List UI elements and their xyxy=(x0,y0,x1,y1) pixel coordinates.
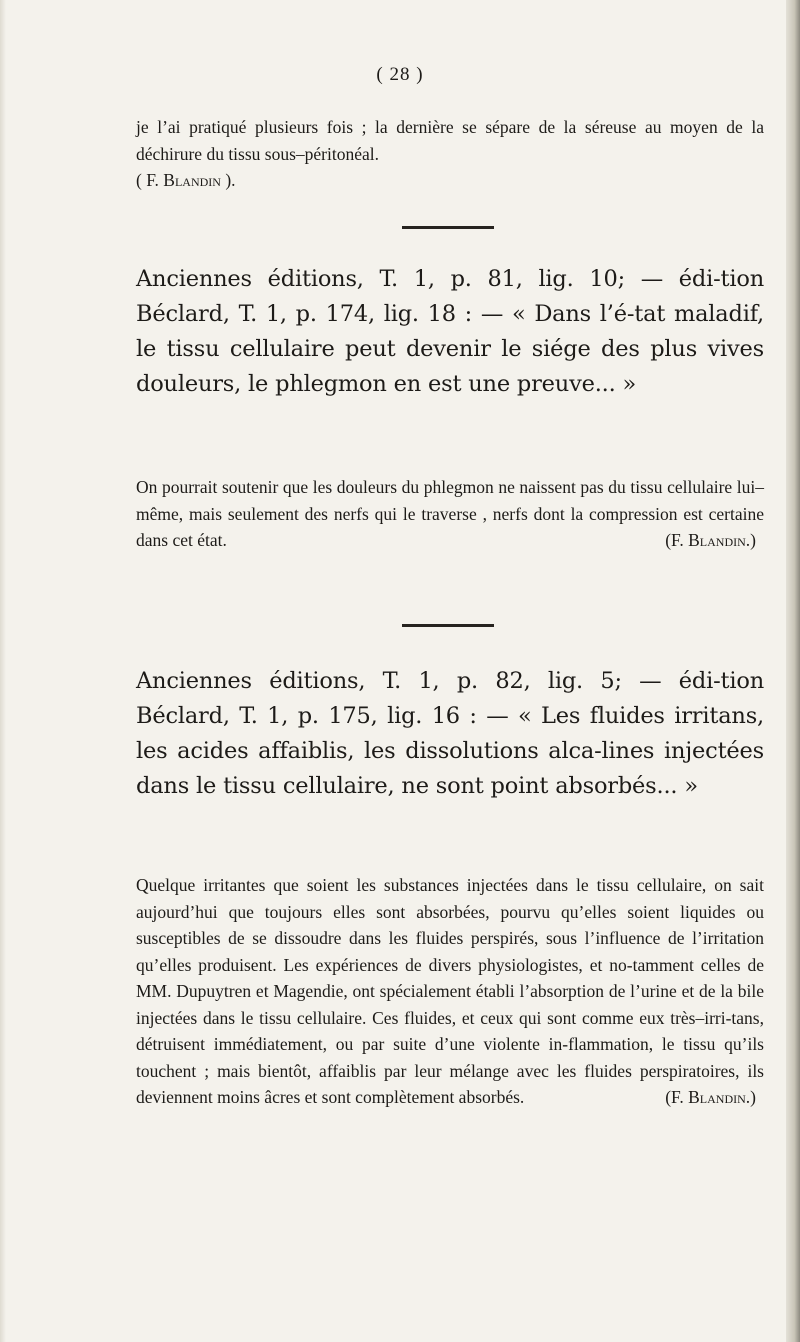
page-edge-right xyxy=(786,0,800,1342)
page-number: ( 28 ) xyxy=(376,64,424,85)
paragraph-1 xyxy=(136,114,764,194)
paragraph-1-text: je l’ai pratiqué plusieurs fois ; la dernière se sépare de la séreuse au moyen de la déchirure du tissu sous–péritonéal. xyxy=(136,117,764,164)
paragraph-2 xyxy=(136,474,764,554)
quote-1: Anciennes éditions, T. 1, p. 81, lig. 10; — édi-tion Béclard, T. 1, p. 174, lig. 18 : — « Dans l’é-tat maladif, le tissu cellulaire peut devenir le siége des plus vives douleurs, le phlegmon en est une preuve... » xyxy=(136,266,764,397)
paragraph-1-signature: ( F. Blandin ). xyxy=(136,170,236,190)
section-divider-2 xyxy=(402,624,494,627)
paragraph-2-text: On pourrait soutenir que les douleurs du phlegmon ne naissent pas du tissu cellulaire lui–même, mais seulement des nerfs qui le traverse , nerfs dont la compression est certaine dans cet état. xyxy=(136,477,764,550)
section-divider-1 xyxy=(402,226,494,229)
quote-2: Anciennes éditions, T. 1, p. 82, lig. 5; — édi-tion Béclard, T. 1, p. 175, lig. 16 : — « Les fluides irritans, les acides affaiblis, les dissolutions alca-lines injectées dans le tissu cellulaire, ne sont point absorbés... » xyxy=(136,668,764,799)
page-edge-left xyxy=(0,0,6,1342)
paragraph-3-text: Quelque irritantes que soient les substances injectées dans le tissu cellulaire, on sait aujourd’hui que toujours elles sont absorbées, pourvu qu’elles soient liquides ou susceptibles de se dissoudre dans les fluides perspirés, sous l’influence de l’irritation qu’elles produisent. Les expériences de divers physiologistes, et no-tamment celles de MM. Dupuytren et Magendie, ont spécialement établi l’absorption de l’urine et de la bile injectées dans le tissu cellulaire. Ces fluides, et ceux qui sont comme eux très–irri-tans, détruisent immédiatement, ou par suite d’une violente in-flammation, le tissu qu’ils touchent ; mais bientôt, affaiblis par leur mélange avec les fluides perspiratoires, ils deviennent moins âcres et sont complètement absorbés. xyxy=(136,875,764,1107)
paragraph-3-signature: (F. Blandin.) xyxy=(665,1087,756,1107)
paragraph-2-signature: (F. Blandin.) xyxy=(665,530,756,550)
paragraph-3 xyxy=(136,872,764,1111)
